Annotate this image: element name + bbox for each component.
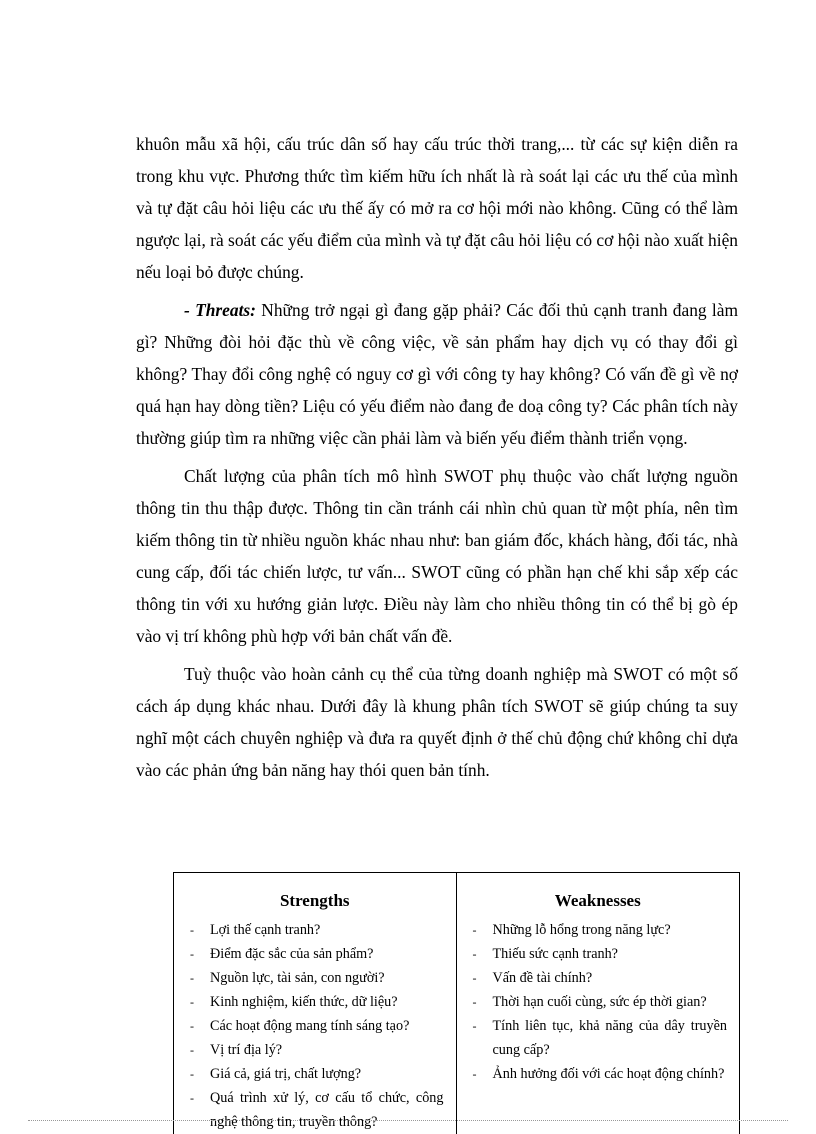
strengths-column (174, 873, 457, 1134)
weaknesses-column (457, 873, 740, 1134)
strengths-item: - Quá trình xử lý, cơ cấu tổ chức, công nghệ thông tin, truyền thông? (186, 1086, 444, 1134)
paragraph-swot-application: Tuỳ thuộc vào hoàn cảnh cụ thể của từng doanh nghiệp mà SWOT có một số cách áp dụng khác nhau. Dưới đây là khung phân tích SWOT sẽ giúp chúng ta suy nghĩ một cách chuyên nghiệp và đưa ra quyết định ở thế chủ động chứ không chỉ dựa vào các phản ứng bản năng hay thói quen bản tính. (136, 664, 738, 780)
swot-table (173, 872, 740, 1134)
strengths-item: - Điểm đặc sắc của sản phẩm? (186, 942, 444, 966)
paragraph-opportunities-continued: khuôn mẫu xã hội, cấu trúc dân số hay cấu trúc thời trang,... từ các sự kiện diễn ra trong khu vực. Phương thức tìm kiếm hữu ích nhất là rà soát lại các ưu thế của mình và tự đặt câu hỏi liệu các ưu thế ấy có mở ra cơ hội mới nào không. Cũng có thể làm ngược lại, rà soát các yếu điểm của mình và tự đặt câu hỏi liệu có cơ hội nào xuất hiện nếu loại bỏ được chúng. (136, 134, 738, 282)
weaknesses-list (469, 918, 728, 1086)
threats-text: Những trở ngại gì đang gặp phải? Các đối thủ cạnh tranh đang làm gì? Những đòi hỏi đặc thù về công việc, về sản phẩm hay dịch vụ có thay đổi gì không? Thay đổi công nghệ có nguy cơ gì với công ty hay không? Có vấn đề gì về nợ quá hạn hay dòng tiền? Liệu có yếu điểm nào đang đe doạ công ty? Các phân tích này thường giúp tìm ra những việc cần phải làm và biến yếu điểm thành triển vọng. (136, 300, 738, 448)
strengths-item: - Lợi thế cạnh tranh? (186, 918, 444, 942)
weaknesses-item: - Những lỗ hổng trong năng lực? (469, 918, 728, 942)
paragraph-threats (136, 294, 738, 454)
weaknesses-item: - Ảnh hưởng đối với các hoạt động chính? (469, 1062, 728, 1086)
weaknesses-item: - Tính liên tục, khả năng của dây truyền cung cấp? (469, 1014, 728, 1062)
threats-label: - Threats: (184, 300, 256, 320)
weaknesses-item: - Vấn đề tài chính? (469, 966, 728, 990)
strengths-heading: Strengths (279, 891, 350, 910)
strengths-item: - Nguồn lực, tài sản, con người? (186, 966, 444, 990)
strengths-item: - Vị trí địa lý? (186, 1038, 444, 1062)
body-text (136, 128, 738, 792)
paragraph-swot-quality: Chất lượng của phân tích mô hình SWOT phụ thuộc vào chất lượng nguồn thông tin thu thập được. Thông tin cần tránh cái nhìn chủ quan từ một phía, nên tìm kiếm thông tin từ nhiều nguồn khác nhau như: ban giám đốc, khách hàng, đối tác, nhà cung cấp, đối tác chiến lược, tư vấn... SWOT cũng có phần hạn chế khi sắp xếp các thông tin với xu hướng giản lược. Điều này làm cho nhiều thông tin có thể bị gò ép vào vị trí không phù hợp với bản chất vấn đề. (136, 466, 738, 646)
strengths-item: - Các hoạt động mang tính sáng tạo? (186, 1014, 444, 1038)
weaknesses-heading: Weaknesses (554, 891, 641, 910)
strengths-item: - Kinh nghiệm, kiến thức, dữ liệu? (186, 990, 444, 1014)
strengths-list (186, 918, 444, 1134)
page-bottom-divider (28, 1120, 788, 1121)
weaknesses-item: - Thời hạn cuối cùng, sức ép thời gian? (469, 990, 728, 1014)
strengths-item: - Giá cả, giá trị, chất lượng? (186, 1062, 444, 1086)
weaknesses-item: - Thiếu sức cạnh tranh? (469, 942, 728, 966)
